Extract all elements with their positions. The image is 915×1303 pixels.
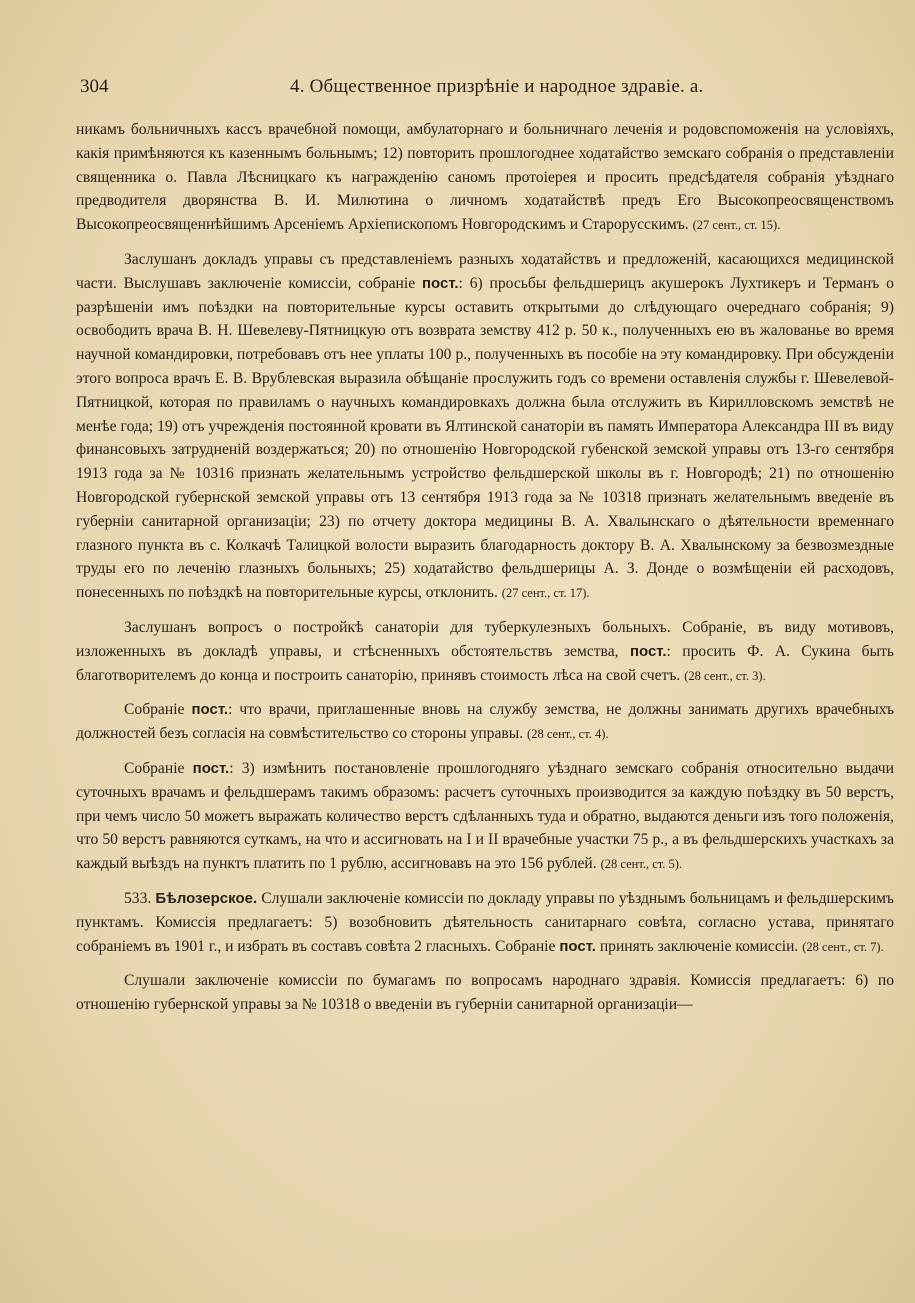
paragraph-text: никамъ больничныхъ кассъ врачебной помощи, амбулаторнаго и больничнаго леченія и родовспоможенія на условіяхъ, какія примѣняются къ казеннымъ больнымъ; 12) повторить прошлогоднее ходатайство земскаго собранія о представленіи священника о. Павла Лѣсницкаго къ награжденію саномъ протоіерея и просить предсѣдателя собранія уѣзднаго предводителя дворянства В. И. Милютина о личномъ ходатайствѣ предъ Его Высокопреосвященствомъ Высокопреосвященнѣйшимъ Арсеніемъ Архіепископомъ Новгородскимъ и Старорусскимъ. — [76, 121, 894, 234]
district-name: Бѣлозерское. — [155, 889, 258, 907]
session-reference: (27 сент., ст. 15). — [692, 218, 781, 233]
session-reference: (28 сент., ст. 3). — [684, 668, 766, 683]
paragraph-text: : просить Ф. А. Сукина быть благотворителемъ до конца и построить санаторію, принявъ стоимость лѣса на свой счетъ. — [76, 642, 894, 684]
paragraph-text: Собраніе — [124, 759, 185, 777]
entry-number: 533. — [124, 889, 152, 907]
paragraph-text: : 6) просьбы фельдшерицъ акушерокъ Лухтикеръ и Терманъ о разрѣшеніи имъ поѣздки на повторительные курсы оставить открытыми до слѣдующаго очереднаго собранія; 9) освободить врача В. Н. Шевелеву-Пятницкую отъ возврата земству 412 р. 50 к., полученныхъ ею въ жалованье во время научной командировки, потребовавъ отъ нее уплаты 100 р., полученныхъ въ пособіе на эту командировку. При обсужденіи этого вопроса врачъ Е. В. Врублевская выразила обѣщаніе прослужить годъ со времени оставленія службы г. Шевелевой-Пятницкой, которая по правиламъ о научныхъ командировкахъ должна была отслужить въ Кирилловскомъ земствѣ не менѣе года; 19) отъ учрежденія постоянной кровати въ Ялтинской санаторіи въ память Императора Александра III въ виду финансовыхъ затрудненій воздержаться; 20) по отношенію Новгородской губенской земской управы отъ 13-го сентября 1913 года за № 10316 признать желательнымъ устройство фельдшерской школы въ г. Новгородѣ; 21) по отношенію Новгородской губернской земской управы отъ 13 сентября 1913 года за № 10318 признать желательнымъ введеніе въ губерніи санитарной организаціи; 23) по отчету доктора медицины В. А. Хвалынскаго о дѣятельности временнаго глазного пункта въ с. Колкачѣ Талицкой волости выразить благодарность доктору В. А. Хвалынскому за безвозмездные труды его по леченію глазныхъ больныхъ; 25) ходатайство фельдшерицы А. З. Донде о возмѣщеніи ей расходовъ, понесенныхъ по поѣздкѣ на повторительные курсы, отклонить. — [76, 274, 894, 602]
resolution-marker: пост. — [191, 701, 229, 719]
paragraph-1 — [76, 118, 894, 238]
paragraph-text: Заслушанъ вопросъ о постройкѣ санаторіи для туберкулезныхъ больныхъ. Собраніе, въ виду мотивовъ, изложенныхъ въ докладѣ управы, и стѣсненныхъ обстоятельствъ земства, — [76, 618, 894, 660]
resolution-marker: пост. — [421, 274, 459, 292]
paragraph-3 — [76, 616, 894, 688]
resolution-marker: пост. — [559, 937, 596, 955]
paragraph-text: Заслушанъ докладъ управы съ представленіемъ разныхъ ходатайствъ и предложеній, касающихся медицинской части. Выслушавъ заключеніе комиссіи, собраніе — [76, 250, 894, 292]
paragraph-text: : 3) измѣнить постановленіе прошлогодняго уѣзднаго земскаго собранія относительно выдачи суточныхъ врачамъ и фельдшерамъ такимъ образомъ: расчетъ суточныхъ производится за каждую поѣздку въ 50 верстъ, при чемъ число 50 можетъ выражать количество верстъ сдѣланныхъ туда и обратно, выдаются деньги изъ того положенія, что 50 верстъ равняются суткамъ, на что и ассигновать на I и II врачебные участки 75 р., а въ фельдшерскихъ участкахъ за каждый выѣздъ на пунктъ платить по 1 рублю, ассигновавъ на это 156 рублей. — [76, 759, 894, 873]
paragraph-text: принять заключеніе комиссіи. — [599, 937, 799, 955]
page-header — [80, 76, 890, 106]
paragraph-text: Слушали заключеніе комиссіи по бумагамъ по вопросамъ народнаго здравія. Комиссія предлагаетъ: 6) по отношенію губернской управы за № 10318 о введеніи въ губерніи санитарной организаціи— — [76, 972, 894, 1014]
resolution-marker: пост. — [192, 759, 230, 777]
paragraph-2 — [76, 248, 894, 606]
session-reference: (28 сент., ст. 7). — [802, 939, 884, 954]
paragraph-text: Собраніе — [124, 701, 185, 719]
body-text — [76, 118, 894, 1027]
paragraph-text: : что врачи, приглашенные вновь на службу земства, не должны занимать другихъ врачебныхъ должностей безъ согласія на совмѣстительство со стороны управы. — [76, 701, 895, 743]
running-title: 4. Общественное призрѣніе и народное здравіе. а. — [290, 76, 704, 97]
resolution-marker: пост. — [629, 642, 667, 660]
paragraph-5 — [76, 757, 894, 877]
session-reference: (27 сент., ст. 17). — [501, 586, 590, 601]
paragraph-7 — [76, 969, 894, 1017]
paragraph-4 — [76, 698, 894, 747]
paragraph-text: Слушали заключеніе комиссіи по докладу управы по уѣзднымъ больницамъ и фельдшерскимъ пунктамъ. Комиссія предлагаетъ: 5) возобновить дѣятельность санитарнаго совѣта, согласно устава, принятаго собраніемъ въ 1901 г., и избрать въ составъ совѣта 2 гласныхъ. Собраніе — [76, 889, 895, 955]
session-reference: (28 сент., ст. 5). — [600, 857, 683, 872]
session-reference: (28 сент., ст. 4). — [527, 727, 609, 742]
page-number: 304 — [80, 76, 109, 97]
paragraph-6 — [76, 887, 894, 959]
